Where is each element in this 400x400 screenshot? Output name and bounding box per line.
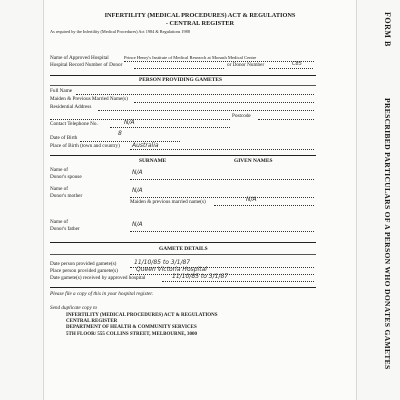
section-rule bbox=[50, 254, 316, 255]
father-line bbox=[130, 231, 314, 232]
mother-value: N/A bbox=[132, 187, 143, 194]
mother-label-2: Donor's mother bbox=[50, 193, 83, 199]
phone-label: Contact Telephone No. bbox=[50, 121, 98, 127]
person-section-heading: PERSON PROVIDING GAMETES bbox=[139, 77, 222, 83]
address-line-2 bbox=[50, 119, 230, 120]
send-address bbox=[66, 313, 218, 338]
spouse-label: Name of bbox=[50, 167, 69, 173]
maiden-name-label: Maiden & Previous Married Name(s) bbox=[50, 96, 128, 102]
full-name-line bbox=[76, 94, 314, 95]
spouse-label-2: Donor's spouse bbox=[50, 174, 82, 180]
gamete-section-heading: GAMETE DETAILS bbox=[159, 246, 208, 252]
mother-line bbox=[130, 197, 314, 198]
form-title: INFERTILITY (MEDICAL PROCEDURES) ACT & REGULATIONS bbox=[104, 12, 296, 19]
section-rule bbox=[50, 85, 316, 86]
address-label: Residential Address bbox=[50, 104, 92, 110]
address-line-1: INFERTILITY (MEDICAL PROCEDURES) ACT & REGULATIONS bbox=[66, 313, 218, 318]
father-value: N/A bbox=[132, 221, 143, 228]
dob-value: 8 bbox=[118, 130, 122, 137]
mother-maiden-line bbox=[214, 205, 314, 206]
hospital-record-line bbox=[134, 68, 224, 69]
donor-number-value: C85 bbox=[292, 61, 302, 67]
mother-maiden-value: N/A bbox=[246, 196, 257, 203]
given-names-heading: GIVEN NAMES bbox=[234, 158, 273, 164]
spouse-value: N/A bbox=[132, 169, 143, 176]
pob-value: Australia bbox=[132, 142, 159, 149]
gamete-received-label: Date gamete(s) received by approved hospital bbox=[50, 275, 146, 281]
address-line bbox=[98, 110, 314, 111]
full-name-label: Full Name bbox=[50, 88, 73, 94]
send-note: Send duplicate copy to bbox=[50, 305, 98, 311]
form-sheet bbox=[44, 0, 356, 400]
file-note: Please file a copy of this in your hospital register. bbox=[50, 291, 153, 297]
hospital-name-label: Name of Approved Hospital bbox=[50, 55, 109, 61]
form-b-label: FORM B bbox=[383, 12, 392, 47]
father-label: Name of bbox=[50, 219, 69, 225]
phone-value: N/A bbox=[124, 119, 135, 126]
section-rule bbox=[50, 75, 316, 76]
surname-heading: SURNAME bbox=[139, 158, 167, 164]
hospital-name-line bbox=[124, 61, 314, 62]
father-label-2: Donor's father bbox=[50, 226, 80, 232]
gamete-place-label: Place person provided gamete(s) bbox=[50, 268, 118, 274]
phone-line bbox=[110, 127, 230, 128]
legal-note: As required by the Infertility (Medical Procedures) Act 1984 & Regulations 1988 bbox=[50, 29, 190, 34]
address-line-4: 5TH FLOOR/ 555 COLLINS STREET, MELBOURNE, 3000 bbox=[66, 331, 198, 337]
address-line-3: DEPARTMENT OF HEALTH & COMMUNITY SERVICES bbox=[66, 325, 197, 331]
section-rule bbox=[50, 155, 316, 156]
vertical-title: PRESCRIBED PARTICULARS OF A PERSON WHO DONATES GAMETES bbox=[383, 98, 392, 370]
postcode-line bbox=[258, 119, 314, 120]
maiden-name-line bbox=[134, 102, 314, 103]
gamete-place-value: Queen Victoria Hospital bbox=[136, 266, 207, 273]
donor-number-label: or Donor Number bbox=[227, 62, 265, 68]
section-rule bbox=[50, 242, 316, 243]
mother-maiden-label: Maiden & previous married name(s) bbox=[130, 199, 206, 205]
address-line-2: CENTRAL REGISTER bbox=[66, 319, 118, 325]
pob-line bbox=[130, 149, 314, 150]
dob-line bbox=[80, 141, 180, 142]
gamete-date-value: 11/10/85 to 3/1/87 bbox=[134, 259, 191, 266]
spouse-line bbox=[130, 179, 314, 180]
postcode-label: Postcode bbox=[232, 113, 251, 119]
dob-label: Date of Birth bbox=[50, 135, 78, 141]
gamete-date-label: Date person provided gamete(s) bbox=[50, 261, 117, 267]
section-rule bbox=[50, 287, 316, 288]
pob-label: Place of Birth (town and country) bbox=[50, 143, 120, 149]
hospital-name-value: Prince Henry's Institute of Medical Research at Monash Medical Centre bbox=[124, 55, 257, 60]
gamete-received-value: 11/10/85 to 3/1/87 bbox=[172, 273, 229, 280]
donor-number-line bbox=[269, 68, 313, 69]
form-subtitle: - CENTRAL REGISTER bbox=[165, 20, 235, 27]
hospital-record-label: Hospital Record Number of Donor bbox=[50, 62, 123, 68]
gamete-received-line bbox=[162, 281, 314, 282]
mother-label: Name of bbox=[50, 186, 69, 192]
